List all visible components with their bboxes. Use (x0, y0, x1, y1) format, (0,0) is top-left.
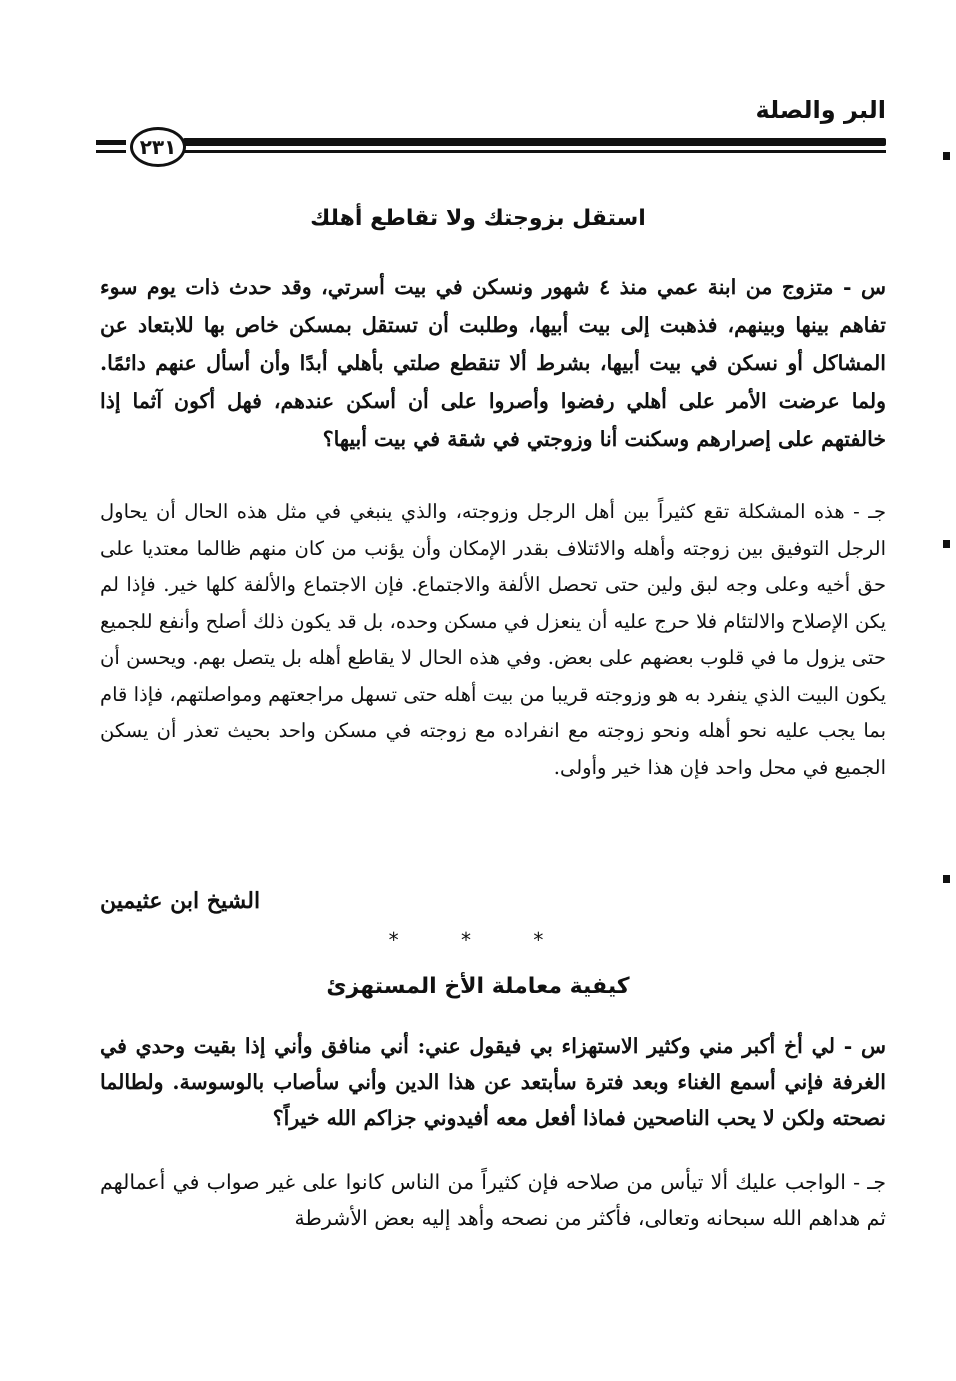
signature: الشيخ ابن عثيمين (100, 888, 261, 914)
header-rule-left-thin (96, 150, 126, 153)
running-header: البر والصلة (755, 96, 886, 124)
margin-mark (943, 152, 950, 160)
header-rule-thin (183, 150, 886, 153)
section2-title: كيفية معاملة الأخ المستهزئ (326, 974, 630, 999)
header-rule-thick (183, 138, 886, 146)
section2-answer: جـ - الواجب عليك ألا تيأس من صلاحه فإن كثيراً من الناس كانوا على غير صواب في أعمالهم ثم هداهم الله سبحانه وتعالى، فأكثر من نصحه وأهد إليه بعض الأشرطة (100, 1170, 886, 1230)
section1-answer: جـ - هذه المشكلة تقع كثيراً بين أهل الرجل وزوجته، والذي ينبغي في مثل هذه الحال أن يحاول الرجل التوفيق بين زوجته وأهله والائتلاف بقدر الإمكان وأن يؤنب من كان منهم ظالما معتديا على حق أخيه وعلى وجه لبق ولين حتى تحصل الألفة والاجتماع. فإن الاجتماع والألفة كلها خير. فإذا لم يكن الإصلاح والالتئام فلا حرج عليه أن ينعزل في مسكن وحده، بل قد يكون ذلك أصلح وأنفع للجميع حتى يزول ما في قلوب بعضهم على بعض. وفي هذه الحال لا يقاطع أهله بل يتصل بهم. ويحسن أن يكون البيت الذي ينفرد به هو وزوجته قريبا من بيت أهله حتى تسهل مراجعتهم ومواصلتهم، فإذا قام بما يجب عليه نحو أهله ونحو زوجته مع انفراده مع زوجته في مسكن واحد بحيث تعذر أن يسكن الجميع في محل واحد فإن هذا خير وأولى. (100, 500, 886, 779)
header-rule-left-thick (96, 140, 126, 145)
section1-question: س - متزوج من ابنة عمي منذ ٤ شهور ونسكن في بيت أسرتي، وقد حدث ذات يوم سوء تفاهم بينها وبينهم، فذهبت إلى بيت أبيها، وطلبت أن تستقل بمسكن خاص بها للابتعاد عن المشاكل أو نسكن في بيت أبيها، بشرط ألا تنقطع صلتي بأهلي أبدًا وأن أسأل عنهم دائمًا. ولما عرضت الأمر على أهلي رفضوا وأصروا على أن أسكن عندهم، فهل أكون آثما إذا خالفتهم على إصرارهم وسكنت أنا وزوجتي في شقة في بيت أبيها؟ (100, 275, 886, 451)
margin-mark (943, 540, 950, 548)
page-number: ٢٣١ (130, 127, 186, 167)
margin-mark (943, 875, 950, 883)
separator-stars: * * * (388, 928, 572, 952)
section2-question: س - لي أخ أكبر مني وكثير الاستهزاء بي فيقول عني: أني منافق وأني إذا بقيت وحدي في الغرفة فإني أسمع الغناء وبعد فترة سأبتعد عن هذا الدين وأني سأصاب بالوسوسة. ولطالما نصحته ولكن لا يحب الناصحين فماذا أفعل معه أفيدوني جزاكم الله خيراً؟ (100, 1034, 886, 1130)
section1-title: استقل بزوجتك ولا تقاطع أهلك (310, 206, 646, 231)
